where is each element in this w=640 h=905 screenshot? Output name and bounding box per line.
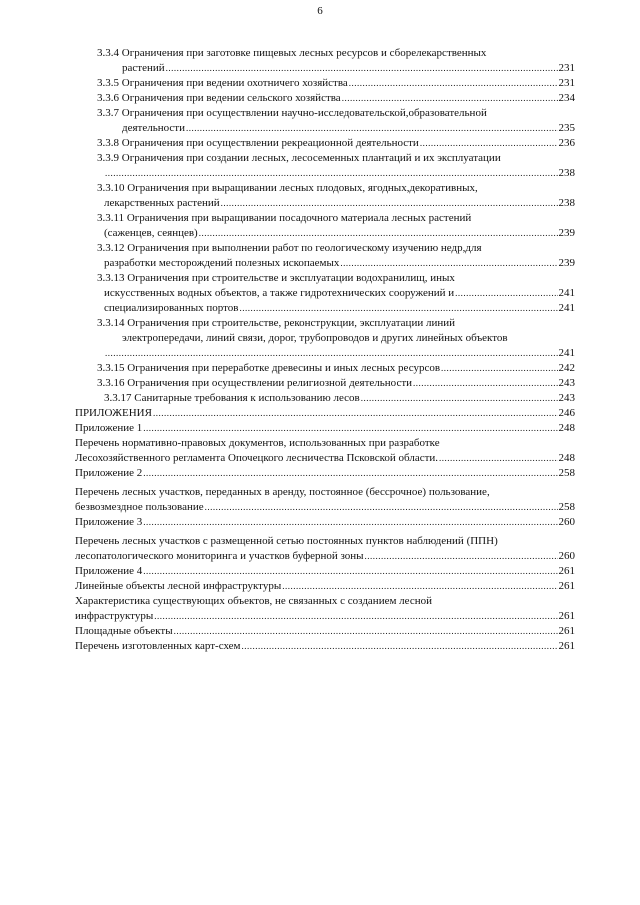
toc-entry-label: 3.3.17 Санитарные требования к использованию лесов <box>104 392 360 404</box>
toc-entry-normative-docs-line1: Перечень нормативно-правовых документов, использованных при разработке <box>75 437 440 449</box>
toc-entry-monitoring-plots-line1: Перечень лесных участков с размещенной сетью постоянных пунктов наблюдений (ППН) <box>75 535 498 547</box>
toc-entry-label: ПРИЛОЖЕНИЯ <box>75 407 152 419</box>
dot-leader <box>174 624 558 639</box>
toc-entry-label: 3.3.15 Ограничения при переработке древесины и иных лесных ресурсов <box>97 362 441 374</box>
dot-leader <box>143 421 557 436</box>
toc-entry-linear-objects[interactable] <box>75 579 575 594</box>
toc-entry-3-3-5[interactable] <box>97 76 575 91</box>
toc-page-number: 239 <box>558 257 575 269</box>
toc-entry-label: 3.3.16 Ограничения при осуществлении религиозной деятельности <box>97 377 413 389</box>
toc-page-number: 261 <box>558 565 575 577</box>
toc-page-number: 248 <box>558 452 575 464</box>
dot-leader <box>143 466 557 481</box>
toc-page-number: 260 <box>558 516 575 528</box>
toc-entry-3-3-7-line1: 3.3.7 Ограничения при осуществлении научно-исследовательской,образовательной <box>97 107 487 119</box>
toc-page-number: 243 <box>558 377 575 389</box>
toc-entry-3-3-4[interactable] <box>122 61 575 76</box>
toc-page-number: 238 <box>558 197 575 209</box>
toc-entry-area-objects[interactable] <box>75 624 575 639</box>
toc-entry-3-3-6[interactable] <box>97 91 575 106</box>
toc-entry-appendix-3[interactable] <box>75 515 575 530</box>
dot-leader <box>340 256 557 271</box>
toc-entry-appendices[interactable] <box>75 406 575 421</box>
toc-entry-monitoring-plots[interactable] <box>75 549 575 564</box>
toc-page-number: 242 <box>558 362 575 374</box>
toc-entry-3-3-12[interactable] <box>104 256 575 271</box>
toc-entry-3-3-14[interactable] <box>104 346 575 361</box>
toc-entry-label: деятельности <box>122 122 185 134</box>
toc-entry-label: инфраструктуры <box>75 610 154 622</box>
toc-entry-3-3-9-line1: 3.3.9 Ограничения при создании лесных, лесосеменных плантаций и их эксплуатации <box>97 152 501 164</box>
toc-entry-label: разработки месторождений полезных ископаемых <box>104 257 340 269</box>
dot-leader <box>143 515 557 530</box>
toc-page-number: 241 <box>558 347 575 359</box>
toc-entry-label: лесопатологического мониторинга и участков буферной зоны <box>75 550 364 562</box>
toc-page-number: 241 <box>558 287 575 299</box>
toc-entry-appendix-1[interactable] <box>75 421 575 436</box>
toc-entry-appendix-2[interactable] <box>75 466 575 481</box>
dot-leader <box>154 609 557 624</box>
toc-entry-3-3-17[interactable] <box>104 391 575 406</box>
dot-leader <box>441 361 557 376</box>
toc-page-number: 261 <box>558 625 575 637</box>
toc-entry-label: Приложение 4 <box>75 565 143 577</box>
dot-leader <box>205 500 558 515</box>
dot-leader <box>455 286 557 301</box>
dot-leader <box>186 121 558 136</box>
toc-entry-map-schemes[interactable] <box>75 639 575 654</box>
toc-entry-3-3-13-line1: 3.3.13 Ограничения при строительстве и эксплуатации водохранилищ, иных <box>97 272 455 284</box>
toc-entry-3-3-13-line2[interactable] <box>104 286 575 301</box>
dot-leader <box>365 549 558 564</box>
dot-leader <box>166 61 558 76</box>
dot-leader <box>342 91 558 106</box>
toc-entry-label: Линейные объекты лесной инфраструктуры <box>75 580 282 592</box>
toc-page-number: 231 <box>558 77 575 89</box>
toc-page-number: 231 <box>558 62 575 74</box>
toc-page-number: 261 <box>558 610 575 622</box>
toc-entry-normative-docs[interactable] <box>75 451 575 466</box>
dot-leader <box>439 451 557 466</box>
toc-entry-3-3-10[interactable] <box>104 196 575 211</box>
toc-entry-label: Перечень изготовленных карт-схем <box>75 640 241 652</box>
toc-page-number: 238 <box>558 167 575 179</box>
toc-page-number: 243 <box>558 392 575 404</box>
toc-entry-label: безвозмездное пользование <box>75 501 204 513</box>
toc-entry-3-3-11[interactable] <box>104 226 575 241</box>
dot-leader <box>349 76 558 91</box>
toc-entry-3-3-11-line1: 3.3.11 Ограничения при выращивании посадочного материала лесных растений <box>97 212 472 224</box>
toc-entry-3-3-12-line1: 3.3.12 Ограничения при выполнении работ по геологическому изучению недр,для <box>97 242 482 254</box>
toc-entry-label: Лесохозяйственного регламента Опочецкого лесничества Псковской области. <box>75 452 439 464</box>
toc-entry-leased-plots-line1: Перечень лесных участков, переданных в аренду, постоянное (бессрочное) пользование, <box>75 486 490 498</box>
toc-page-number: 246 <box>558 407 575 419</box>
toc-entry-3-3-8[interactable] <box>97 136 575 151</box>
toc-page-number: 241 <box>558 302 575 314</box>
dot-leader <box>143 564 557 579</box>
toc-entry-label: Площадные объекты <box>75 625 173 637</box>
toc-entry-label: специализированных портов <box>104 302 239 314</box>
toc-page-number: 260 <box>558 550 575 562</box>
dot-leader <box>282 579 557 594</box>
toc-page-number: 235 <box>558 122 575 134</box>
toc-entry-label: Приложение 2 <box>75 467 143 479</box>
toc-page-number: 261 <box>558 640 575 652</box>
dot-leader <box>105 166 558 181</box>
toc-page-number: 258 <box>558 467 575 479</box>
toc-entry-3-3-13[interactable] <box>104 301 575 316</box>
toc-page-number: 248 <box>558 422 575 434</box>
toc-entry-label: 3.3.8 Ограничения при осуществлении рекреационной деятельности <box>97 137 419 149</box>
toc-entry-existing-objects-line1: Характеристика существующих объектов, не связанных с созданием лесной <box>75 595 432 607</box>
toc-entry-3-3-10-line1: 3.3.10 Ограничения при выращивании лесных плодовых, ягодных,декоративных, <box>97 182 478 194</box>
toc-entry-3-3-16[interactable] <box>97 376 575 391</box>
toc-entry-label: растений <box>122 62 165 74</box>
toc-page-number: 234 <box>558 92 575 104</box>
dot-leader <box>221 196 558 211</box>
dot-leader <box>413 376 557 391</box>
toc-entry-existing-objects[interactable] <box>75 609 575 624</box>
dot-leader <box>239 301 557 316</box>
toc-page-number: 258 <box>558 501 575 513</box>
dot-leader <box>153 406 558 421</box>
dot-leader <box>242 639 558 654</box>
toc-entry-label: 3.3.5 Ограничения при ведении охотничего хозяйства <box>97 77 348 89</box>
toc-entry-3-3-4-line1: 3.3.4 Ограничения при заготовке пищевых лесных ресурсов и сборелекарственных <box>97 47 487 59</box>
toc-entry-label: (саженцев, сеянцев) <box>104 227 198 239</box>
toc-entry-3-3-7[interactable] <box>122 121 575 136</box>
dot-leader <box>199 226 558 241</box>
toc-page-number: 261 <box>558 580 575 592</box>
toc-entry-label: искусственных водных объектов, а также гидротехнических сооружений и <box>104 287 455 299</box>
toc-entry-appendix-4[interactable] <box>75 564 575 579</box>
toc-entry-3-3-14-line1: 3.3.14 Ограничения при строительстве, реконструкции, эксплуатации линий <box>97 317 455 329</box>
toc-entry-label: 3.3.6 Ограничения при ведении сельского хозяйства <box>97 92 341 104</box>
page-number: 6 <box>317 5 323 17</box>
dot-leader <box>361 391 558 406</box>
toc-page-number: 239 <box>558 227 575 239</box>
toc-entry-label: Приложение 3 <box>75 516 143 528</box>
toc-entry-label: Приложение 1 <box>75 422 143 434</box>
toc-entry-3-3-15[interactable] <box>97 361 575 376</box>
toc-entry-leased-plots[interactable] <box>75 500 575 515</box>
toc-entry-3-3-9[interactable] <box>104 166 575 181</box>
toc-entry-3-3-14-line2: электропередачи, линий связи, дорог, трубопроводов и других линейных объектов <box>122 332 508 344</box>
toc-entry-label: лекарственных растений <box>104 197 220 209</box>
dot-leader <box>420 136 558 151</box>
dot-leader <box>105 346 558 361</box>
toc-page-number: 236 <box>558 137 575 149</box>
